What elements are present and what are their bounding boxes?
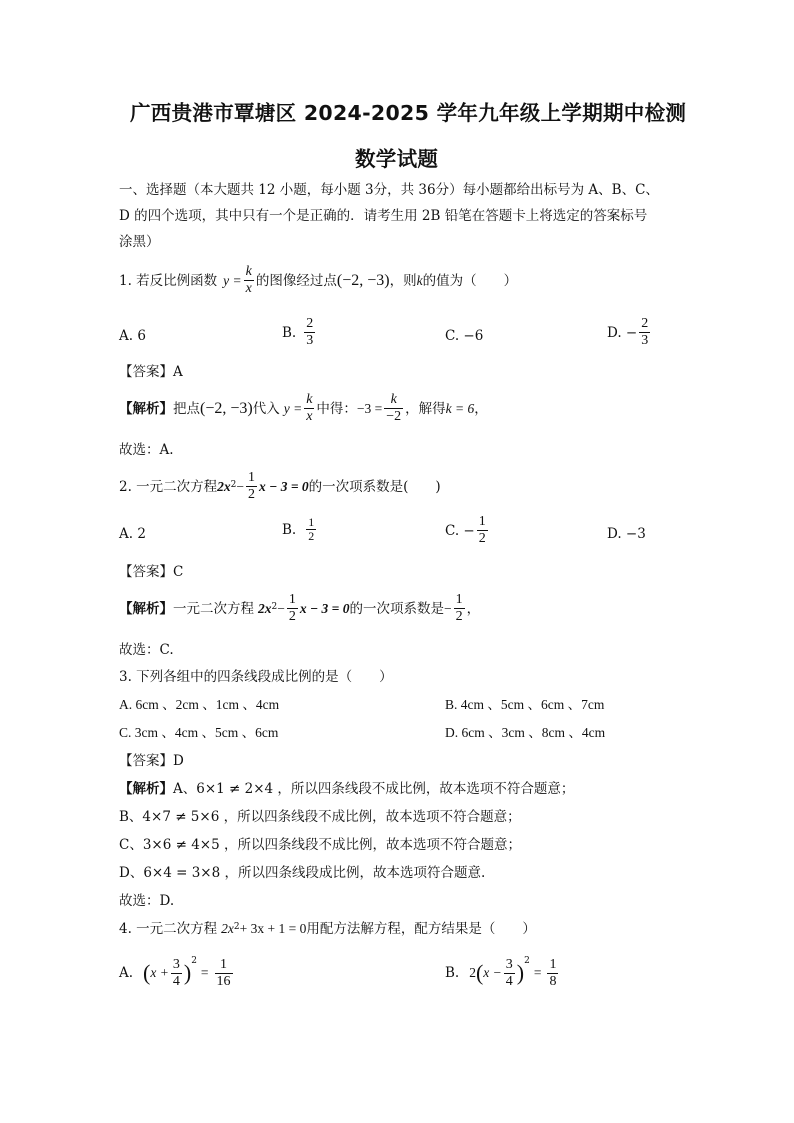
q2-analysis-eq-fraction [287, 592, 298, 625]
q2-eq-num: 1 [248, 470, 256, 485]
q4-eq-a: 2x [221, 921, 234, 936]
q2-option-c [445, 514, 490, 547]
q1-analysis-frac2-num: k [384, 392, 403, 409]
q1-analysis-frac1-num: k [306, 392, 313, 407]
q4-option-a-label: A. [119, 965, 134, 981]
q1-option-d [607, 316, 652, 349]
q1-analysis-text-c: 中得： [316, 400, 357, 417]
q2-analysis-eq-num: 1 [288, 592, 296, 607]
q1-analysis-eq3: k = 6 [445, 400, 475, 416]
q2-eq-den: 2 [248, 487, 256, 502]
q1-stem-text-c: ，则 [389, 272, 417, 289]
q1-conclusion: 故选：A. [119, 442, 174, 458]
q3-option-d: D. 6cm 、3cm 、8cm 、4cm [445, 725, 606, 740]
q1-analysis-frac2-den: −2 [386, 409, 402, 424]
section-intro-line2: D 的四个选项，其中只有一个是正确的．请考生用 2B 铅笔在答题卡上将选定的答案标号 [119, 208, 648, 224]
q2-stem-text-b: 的一次项系数是( ) [308, 478, 441, 495]
q4-option-b-paren-left: ( [475, 960, 484, 985]
q2-option-b-den: 2 [308, 529, 315, 543]
q1-equation-lhs: y = [223, 272, 242, 288]
q4-option-a-den: 4 [172, 973, 180, 989]
q2-option-d: D. −3 [607, 526, 646, 542]
q1-analysis-text-d: ，解得 [405, 400, 446, 417]
q4-eq-sup: 2 [233, 922, 240, 932]
q4-option-b-rnum: 1 [549, 956, 557, 972]
q2-option-b [282, 516, 318, 543]
q1-stem-text-d: 的值为（ ） [422, 272, 518, 289]
q4-option-a-paren-right: ) [183, 960, 192, 985]
q4-option-b-inner: x − [483, 965, 502, 980]
question-1-stem [119, 264, 517, 297]
q3-option-c: C. 3cm 、4cm 、5cm 、6cm [119, 725, 279, 740]
q1-analysis-frac1 [304, 392, 314, 425]
q2-eq-fraction [246, 470, 257, 503]
q1-analysis-text-a: 把点 [173, 400, 200, 417]
q2-analysis-text-b: 的一次项系数是 [349, 600, 444, 617]
q1-option-b-den: 3 [306, 333, 314, 348]
q4-option-a-inner: x + [150, 965, 169, 980]
q4-eq-b: + 3x + 1 = 0 [239, 921, 307, 936]
q4-option-a-num: 3 [172, 956, 180, 972]
q4-option-a-fraction [171, 957, 182, 990]
q1-option-c: C. −6 [445, 328, 484, 344]
q3-conclusion: 故选：D. [119, 893, 175, 909]
q3-analysis-line-d: D、6×4 = 3×8 ，所以四条线段成比例，故本选项符合题意. [119, 865, 486, 881]
q1-option-b-label: B. [282, 324, 297, 341]
q1-fraction [244, 264, 254, 297]
q2-analysis-result-fraction [454, 592, 465, 625]
q2-conclusion: 故选：C. [119, 642, 174, 658]
q1-option-b-num: 2 [306, 316, 314, 331]
q2-analysis-text-a: 一元二次方程 [173, 600, 254, 617]
q2-analysis-eq-a: 2x [258, 600, 272, 616]
q4-option-a-rnum: 1 [215, 957, 233, 974]
q2-analysis-result-den: 2 [455, 609, 463, 624]
q2-analysis-eq-c: x − 3 = 0 [299, 600, 350, 616]
q1-option-d-fraction [639, 316, 650, 349]
q4-option-b-num: 3 [505, 956, 513, 972]
q4-stem-text-b: 用配方法解方程，配方结果是（ ） [306, 921, 536, 937]
q4-option-b-paren-right: ) [516, 960, 525, 985]
q2-analysis-result-num: 1 [455, 592, 463, 607]
q3-analysis-line-a [119, 779, 574, 799]
q4-option-b-sup: 2 [524, 956, 530, 966]
q1-option-b-fraction [304, 316, 315, 349]
q4-option-b-den: 4 [505, 973, 513, 989]
q4-stem-text-a: 4. 一元二次方程 [119, 921, 218, 937]
q2-analysis-neg: − [443, 600, 452, 616]
q2-option-b-fraction [306, 516, 316, 543]
q2-analysis-eq-b: − [277, 600, 285, 616]
q1-point: (−2, −3) [336, 271, 390, 289]
q2-analysis [119, 592, 480, 625]
q3-analysis-label: 【解析】 [119, 781, 173, 797]
q2-eq-c: x − 3 = 0 [259, 478, 309, 494]
q3-analysis-a: A、6×1 ≠ 2×4 ，所以四条线段不成比例，故本选项不符合题意； [173, 781, 575, 797]
q4-option-b-coef: 2 [469, 965, 476, 980]
q4-option-b-fraction [504, 957, 515, 990]
page-title-line2: 数学试题 [355, 147, 439, 171]
q2-option-a: A. 2 [119, 526, 146, 542]
q2-analysis-text-c: ， [466, 600, 481, 617]
q2-stem-text-a: 2. 一元二次方程 [119, 478, 218, 495]
q4-option-a [119, 950, 235, 996]
q1-answer: 【答案】A [119, 364, 183, 380]
q2-option-b-num: 1 [308, 515, 315, 529]
q4-option-a-rhs [215, 957, 233, 990]
q2-analysis-eq-sup: 2 [271, 601, 278, 612]
q3-answer: 【答案】D [119, 753, 184, 769]
q2-eq-sup: 2 [230, 479, 237, 490]
q1-option-b [282, 316, 317, 349]
q4-option-b-rhs [547, 957, 558, 990]
section-intro-line1: 一、选择题（本大题共 12 小题，每小题 3分，共 36分）每小题都给出标号为 A、B、C、 [119, 182, 659, 198]
q1-stem-text-a: 1. 若反比例函数 [119, 272, 218, 289]
question-2-stem [119, 470, 441, 503]
q2-analysis-label: 【解析】 [119, 600, 173, 617]
q1-stem-text-b: 的图像经过点 [255, 272, 337, 289]
q1-analysis [119, 392, 488, 425]
q1-analysis-text-b: 代入 [252, 400, 280, 417]
q4-option-a-paren-left: ( [143, 960, 151, 985]
q4-option-b [445, 950, 560, 996]
q3-option-a: A. 6cm 、2cm 、1cm 、4cm [119, 697, 280, 712]
q1-option-a: A. 6 [119, 328, 146, 344]
q1-analysis-label: 【解析】 [119, 400, 173, 417]
q3-analysis-line-b: B、4×7 ≠ 5×6 ，所以四条线段不成比例，故本选项不符合题意； [119, 809, 521, 825]
q3-option-b: B. 4cm 、5cm 、6cm 、7cm [445, 697, 605, 712]
q4-option-a-eq: = [200, 965, 209, 980]
q1-frac-den: x [245, 281, 252, 296]
q1-frac-num: k [245, 264, 252, 279]
q1-analysis-frac2 [384, 392, 403, 425]
q2-eq-a: 2x [217, 478, 231, 494]
q2-option-c-num: 1 [478, 514, 486, 529]
q1-analysis-text-e: ， [474, 400, 488, 417]
q1-var: k [416, 272, 423, 288]
q4-option-b-rden: 8 [549, 973, 557, 989]
question-4-stem [119, 919, 536, 939]
q4-option-a-rden: 16 [216, 973, 231, 989]
q1-option-d-label: D. − [607, 324, 638, 341]
section-intro-line3: 涂黑） [119, 234, 160, 250]
q3-analysis-line-c: C、3×6 ≠ 4×5 ，所以四条线段不成比例，故本选项不符合题意； [119, 837, 521, 853]
q1-analysis-eq2: −3 = [356, 400, 383, 416]
question-3-stem: 3. 下列各组中的四条线段成比例的是（ ） [119, 669, 393, 685]
q2-option-c-label: C. − [445, 522, 475, 539]
q1-analysis-point: (−2, −3) [200, 399, 253, 417]
q4-option-b-eq: = [533, 965, 542, 980]
q2-option-c-fraction [477, 514, 488, 547]
q1-analysis-eq1: y = [283, 400, 303, 416]
q4-option-a-sup: 2 [191, 956, 197, 966]
q2-answer: 【答案】C [119, 564, 184, 580]
q1-option-d-den: 3 [641, 333, 649, 348]
q2-eq-b: − [236, 478, 245, 494]
page-title-line1: 广西贵港市覃塘区 2024-2025 学年九年级上学期期中检测 [130, 101, 687, 125]
q1-analysis-frac1-den: x [306, 409, 313, 424]
q1-option-d-num: 2 [641, 316, 649, 331]
q2-analysis-eq-den: 2 [288, 609, 296, 624]
q2-option-c-den: 2 [478, 531, 486, 546]
q2-option-b-label: B. [282, 521, 297, 538]
q4-option-b-label: B. [445, 965, 460, 981]
